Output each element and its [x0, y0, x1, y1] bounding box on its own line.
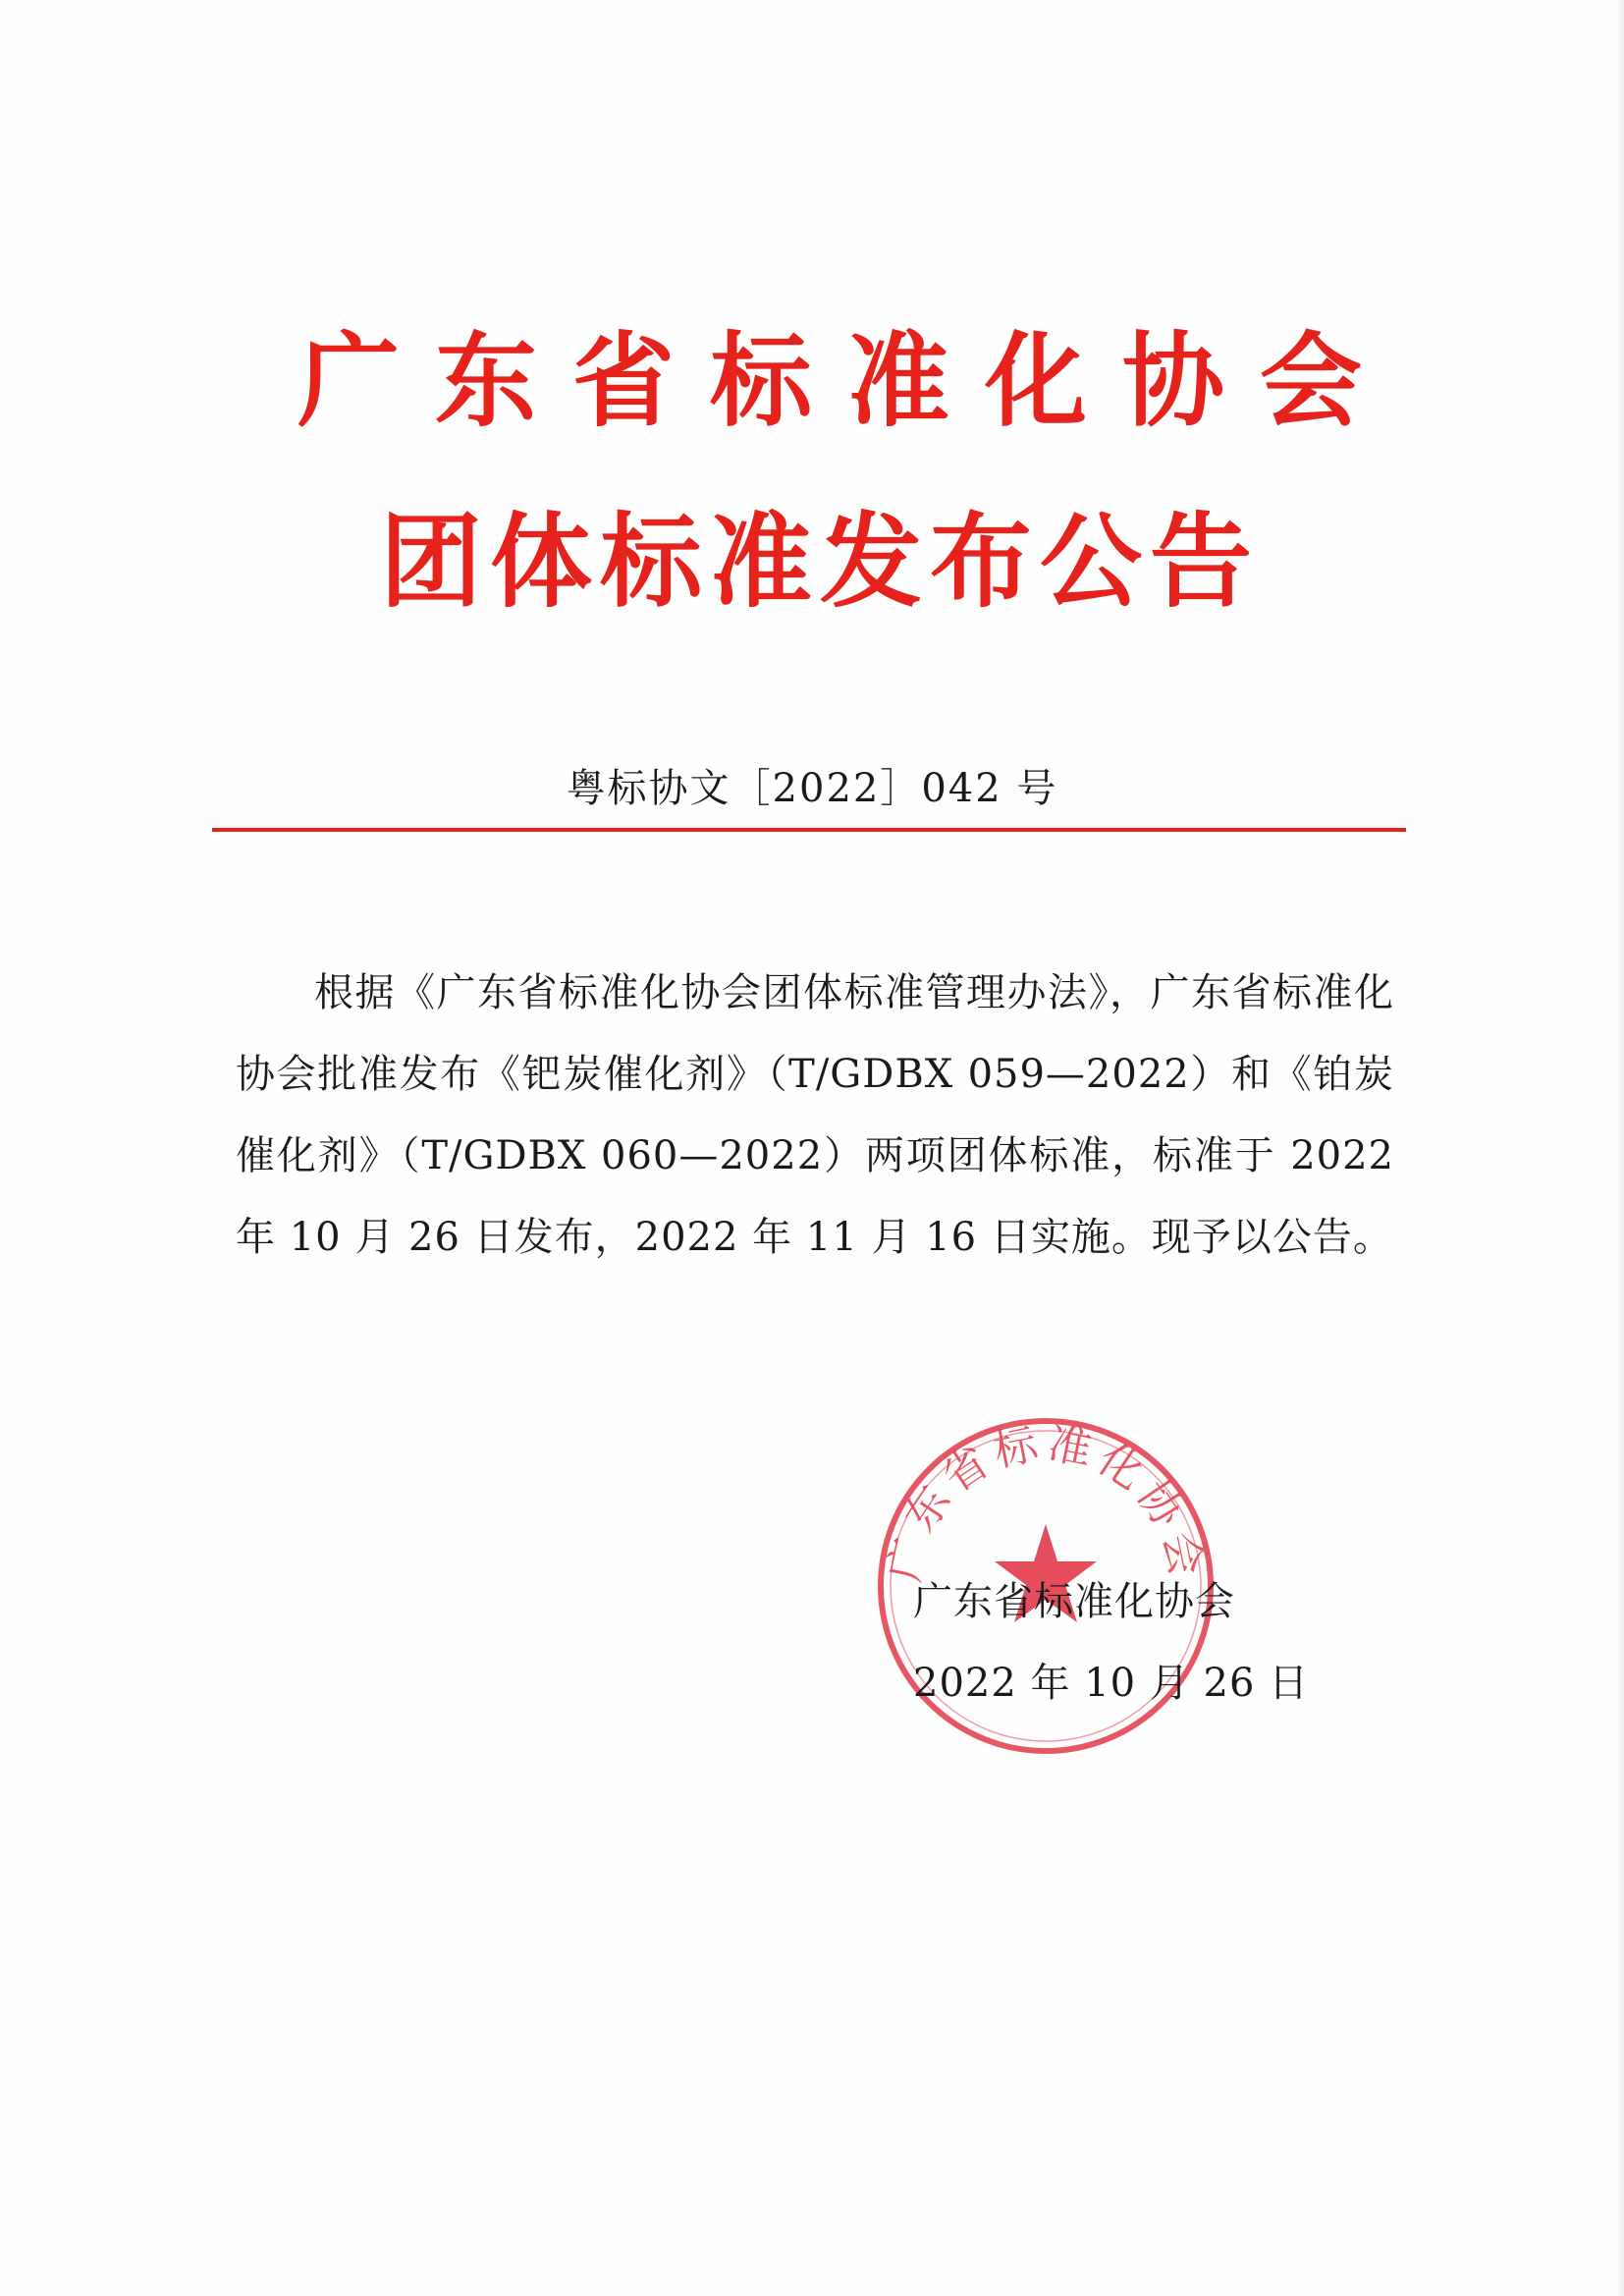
- seal-text: 广东省标准化协会: [879, 1418, 1213, 1586]
- scan-edge-shadow: [1618, 0, 1624, 2296]
- announcement-body: 根据《广东省标准化协会团体标准管理办法》，广东省标准化协会批准发布《钯炭催化剂》（T/GDBX 059—2022）和《铂炭催化剂》（T/GDBX 060—2022）两项团体标准，标准于 2022 年 10 月 26 日发布，2022 年 11 月 16 日实施。现予以公告。: [236, 970, 1394, 1260]
- red-divider-line: [212, 828, 1406, 832]
- signing-organization: 广东省标准化协会: [913, 1579, 1235, 1624]
- signing-date: 2022 年 10 月 26 日: [913, 1661, 1310, 1706]
- document-number: 粤标协文［2022］042 号: [566, 766, 1058, 811]
- header-title-line2: 团体标准发布公告: [379, 502, 1260, 622]
- header-title-line1: 广东省标准化协会: [297, 321, 1397, 441]
